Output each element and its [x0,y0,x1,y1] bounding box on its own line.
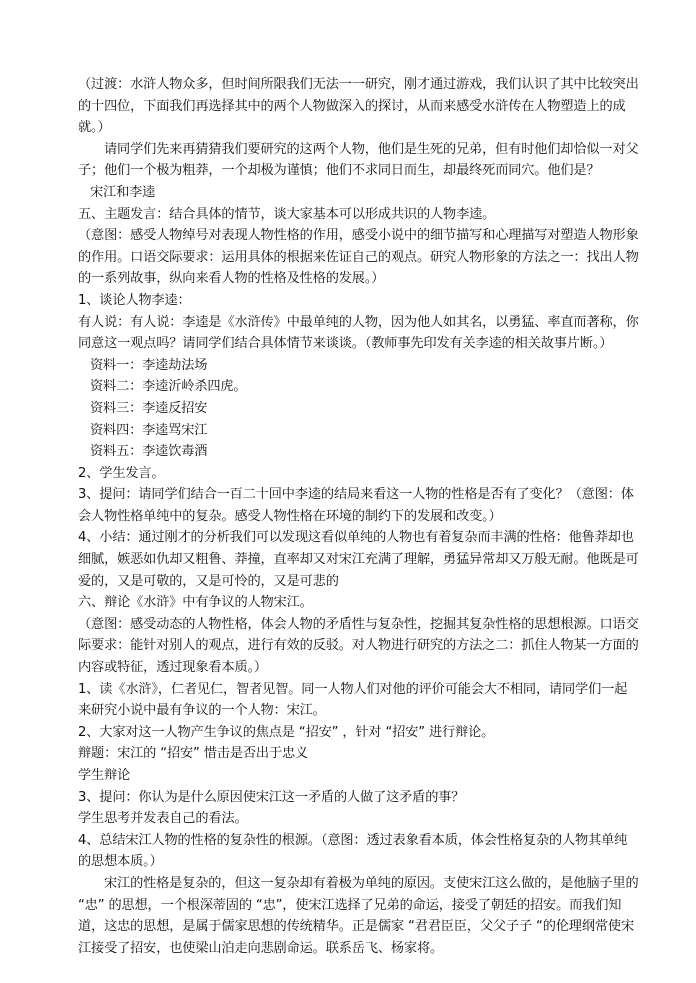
text-line: 资料二：李逵沂岭杀四虎。 [90,379,247,395]
text-line: 3、提问：你认为是什么原因使宋江这一矛盾的人做了这矛盾的事？ [78,789,465,805]
text-line: 宋江和李逵 [90,184,156,200]
text-line: 爱的，又是可敬的，又是可怜的，又是可悲的 [78,573,339,589]
text-line: 的思想本质。） [78,854,163,870]
text-line: 资料一：李逵劫法场 [90,357,208,373]
text-line: 辩题：宋江的 “招安” 惜击是否出于忠义 [78,746,309,762]
text-line: （过渡：水浒人物众多，但时间所限我们无法一一研究，刚才通过游戏，我们认识了其中比较突出 [78,77,639,92]
text-line: 3、提问：请同学们结合一百二十回中李逵的结局来看这一人物的性格是否有了变化？（意图：体 [78,487,634,503]
text-line: 资料四：李逵骂宋江 [90,422,208,438]
text-line: 来研究小说中最有争议的一个人物：宋江。 [78,703,326,719]
text-line: 内容或特征，透过现象看本质。） [78,660,267,676]
text-line: 资料三：李逵反招安 [90,400,208,416]
text-line: 六、辩论《水浒》中有争议的人物宋江。 [78,595,313,611]
text-line: 江接受了招安，也使梁山泊走向悲剧命运。联系岳飞、杨家将。 [78,940,444,956]
text-line: 2、学生发言。 [78,465,165,481]
text-line: （意图：感受人物绰号对表现人物性格的作用，感受小说中的细节描写和心理描写对塑造人物形象 [78,228,639,244]
text-line: 学生思考并发表自己的看法。 [78,811,248,827]
text-line: 4、小结：通过刚才的分析我们可以发现这看似单纯的人物也有着复杂而丰满的性格：他鲁莽却也 [78,530,634,546]
text-line: 子；他们一个极为粗莽，一个却极为谨慎；他们不求同日而生，却最终死而同穴。他们是？ [78,163,600,179]
text-line: 1、谈论人物李逵： [78,292,191,308]
text-line: 有人说：有人说：李逵是《水浒传》中最单纯的人物，因为他人如其名，以勇猛、率直而著称，你 [78,314,639,330]
text-line: 宋江的性格是复杂的，但这一复杂却有着极为单纯的原因。支使宋江这么做的，是他脑子里的 [104,875,639,891]
text-line: 同意这一观点吗？请同学们结合具体情节来谈谈。（教师事先印发有关李逵的相关故事片断。） [78,336,613,352]
text-line: 的一系列故事，纵向来看人物的性格及性格的发展。） [78,271,385,287]
text-line: 的作用。口语交际要求：运用具体的根据来佐证自己的观点。研究人物形象的方法之一：找出人物 [78,249,639,265]
text-line: 学生辩论 [78,768,131,783]
text-line: 会人物性格单纯中的复杂。感受人物性格在环境的制约下的发展和改变。） [78,508,502,524]
text-line: 1、读《水浒》，仁者见仁，智者见智。同一人物人们对他的评价可能会大不相同，请同学们一起 [78,681,628,697]
text-line: 道，这忠的思想，是属于儒家思想的传统精华。正是儒家 “君君臣臣，父父子子 “的伦理纲常使宋 [78,919,634,935]
text-line: 五、主题发言：结合具体的情节，谈大家基本可以形成共识的人物李逵。 [78,206,496,222]
text-line: 细腻，嫉恶如仇却又粗鲁、莽撞，直率却又对宋江充满了理解，勇猛异常却又万般无耐。他既是可 [78,552,639,568]
document-body [78,74,638,959]
text-line: （意图：感受动态的人物性格，体会人物的矛盾性与复杂性，挖掘其复杂性格的思想根源。口语交 [78,616,639,632]
text-line: 资料五：李逵饮毒酒 [90,444,208,460]
text-line: 际要求：能针对别人的观点，进行有效的反驳。对人物进行研究的方法之二：抓住人物某一方面的 [78,638,639,654]
text-line: 4、总结宋江人物的性格的复杂性的根源。（意图：透过表象看本质，体会性格复杂的人物其单纯 [78,832,628,848]
text-line: 2、大家对这一人物产生争议的焦点是 “招安” ，针对 “招安” 进行辩论。 [78,724,495,740]
text-line: “忠” 的思想，一个根深蒂固的 “忠”，使宋江选择了兄弟的命运，接受了朝廷的招安。而我们知 [78,897,622,913]
text-line: 请同学们先来再猜猜我们要研究的这两个人物，他们是生死的兄弟，但有时他们却恰似一对父 [104,141,639,157]
text-line: 就。） [78,120,111,136]
text-line: 的十四位，下面我们再选择其中的两个人物做深入的探讨，从而来感受水浒传在人物塑造上的成 [78,98,626,114]
